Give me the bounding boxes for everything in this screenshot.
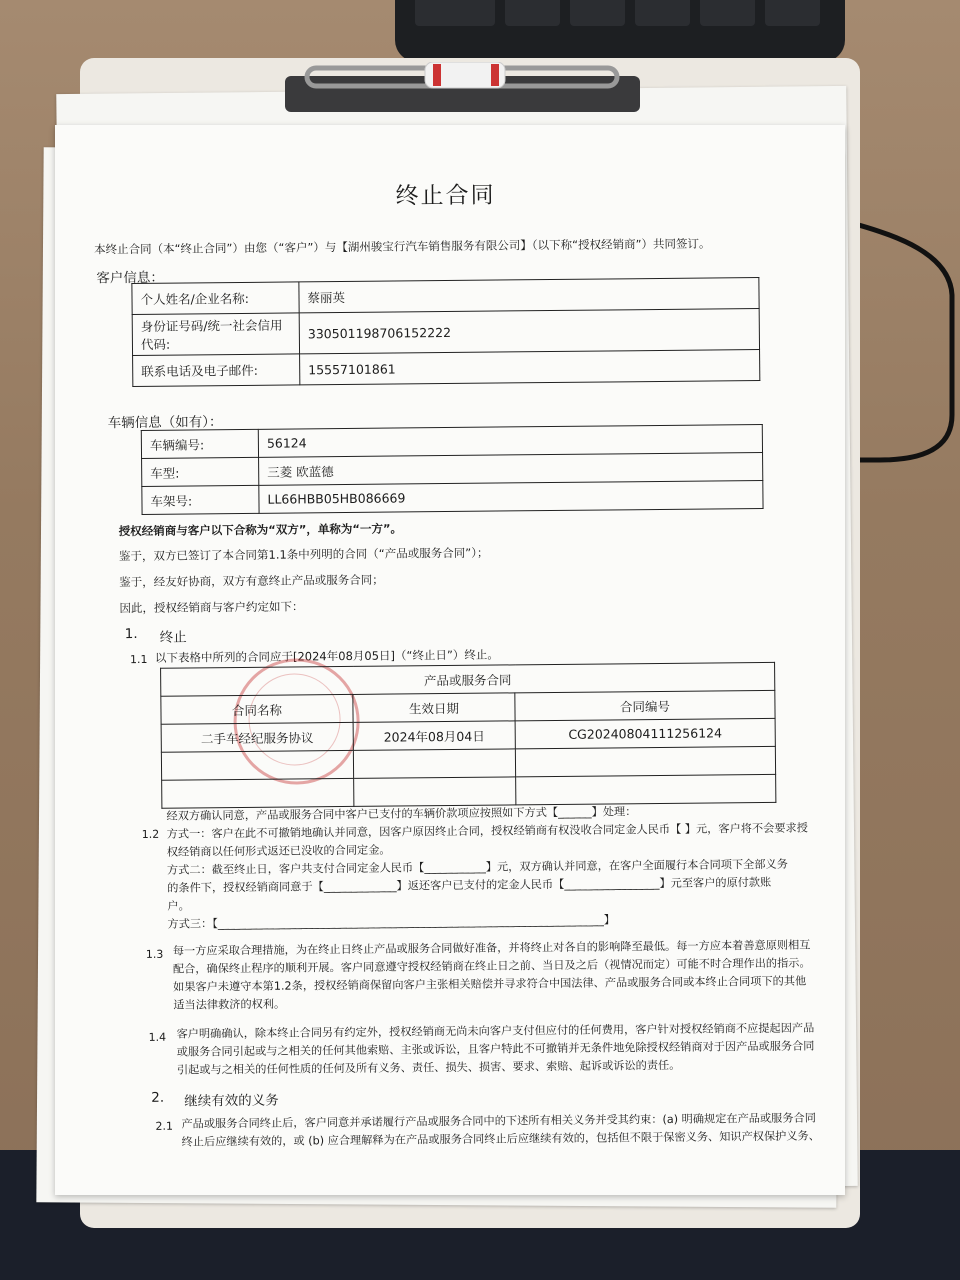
clause-1-1-number: 1.1 — [129, 652, 148, 667]
clause-line: 或服务合同引起或与之相关的任何其他索赔、主张或诉讼，且客户特此不可撤销并无条件地免除授权经销商对于因产品或服务合同 — [176, 1039, 815, 1059]
clause-2-1-number: 2.1 — [155, 1119, 174, 1133]
clause-line: 方式一：客户在此不可撤销地确认并同意，因客户原因终止合同，授权经销商有权没收合同定金人民币【 】元，客户将不会要求授 — [166, 821, 808, 841]
clause-line: 每一方应采取合理措施，为在终止日终止产品或服务合同做好准备，并将终止对各自的影响降至最低。每一方应本着善意原则相互 — [172, 938, 811, 958]
vehicle-info-table — [141, 424, 764, 515]
table-row — [132, 309, 759, 356]
clause-line: 客户明确确认，除本终止合同另有约定外，授权经销商无尚未向客户支付但应付的任何费用，客户针对授权经销商不应提起因产品 — [176, 1021, 815, 1041]
intro-text: 本终止合同（本“终止合同”）由您（“客户”）与【湖州骏宝行汽车销售服务有限公司】（以下称“授权经销商”）共同签订。 — [93, 236, 711, 257]
clause-1-3-number: 1.3 — [145, 947, 164, 961]
clause-1-2-text — [166, 802, 808, 934]
column-header: 合同名称 — [161, 694, 353, 724]
field-label: 身份证号码/统一社会信用代码: — [132, 313, 299, 356]
key — [635, 0, 690, 26]
recital-2: 鉴于，双方已签订了本合同第1.1条中列明的合同（“产品或服务合同”）； — [118, 545, 489, 564]
contract-page — [55, 125, 845, 1195]
field-value: 330501198706152222 — [299, 309, 759, 354]
field-label: 个人姓名/企业名称: — [132, 282, 299, 315]
clause-line: 配合，确保终止程序的顺利开展。客户同意遵守授权经销商在终止日之前、当日及之后（视情况而定）可能不时合理作出的指示。 — [172, 956, 811, 976]
table-title: 产品或服务合同 — [161, 662, 775, 696]
clause-line: 方式二：截至终止日，客户共支付合同定金人民币【___________】元，双方确认并同意，在客户全面履行本合同项下全部义务 — [166, 857, 788, 877]
section-1-number: 1. — [124, 625, 138, 643]
field-label: 车型: — [142, 457, 259, 486]
recital-1: 授权经销商与客户以下合称为“双方”，单称为“一方”。 — [118, 521, 403, 539]
document-title: 终止合同 — [395, 182, 496, 210]
clause-line: 适当法律救济的权利。 — [173, 997, 286, 1012]
table-cell — [354, 777, 516, 807]
clause-line: 的条件下，授权经销商同意于【_____________】返还客户已支付的定金人民币【_________________】元至客户的原付款账 — [167, 875, 772, 895]
clause-1-1-text: 以下表格中所列的合同应于[2024年08月05日]（“终止日”）终止。 — [154, 647, 499, 665]
vehicle-info-heading: 车辆信息（如有）： — [107, 414, 223, 432]
recital-3: 鉴于，经友好协商，双方有意终止产品或服务合同； — [119, 572, 384, 590]
clause-line: 引起或与之相关的任何性质的任何及所有义务、责任、损失、损害、要求、索赔、起诉或诉讼的责任。 — [176, 1058, 681, 1077]
contract-table — [160, 662, 776, 809]
clause-line: 产品或服务合同终止后，客户同意并承诺履行产品或服务合同中的下述所有相关义务并受其约束：(a) 明确规定在产品或服务合同 — [181, 1111, 816, 1131]
key — [765, 0, 820, 26]
table-cell — [515, 746, 775, 776]
field-value: 蔡丽英 — [299, 278, 759, 313]
customer-info-table — [131, 277, 760, 387]
clause-1-4-number: 1.4 — [148, 1030, 167, 1044]
clause-1-3-text — [173, 937, 811, 1015]
clause-line: 终止后应继续有效的，或 (b) 应合理解释为在产品或服务合同终止后应继续有效的，包括但不限于保密义务、知识产权保护义务、 — [181, 1129, 820, 1149]
section-2-number: 2. — [151, 1089, 165, 1106]
key — [505, 0, 560, 26]
table-row — [133, 350, 760, 387]
field-label: 车辆编号: — [141, 429, 258, 458]
table-cell — [161, 750, 353, 780]
key — [415, 0, 495, 26]
table-cell: 二手车经纪服务协议 — [161, 722, 353, 752]
field-value: 15557101861 — [300, 350, 760, 385]
clause-1-4-text — [176, 1020, 814, 1080]
section-2-title: 继续有效的义务 — [184, 1092, 279, 1110]
section-1-title: 终止 — [159, 629, 187, 646]
key — [570, 0, 625, 26]
table-cell — [516, 774, 776, 804]
clause-line: 方式三：【_____________________________________________________________________】 — [167, 913, 616, 931]
recital-4: 因此，授权经销商与客户约定如下： — [119, 599, 304, 616]
customer-info-heading: 客户信息： — [96, 269, 164, 287]
field-label: 车架号: — [142, 485, 259, 514]
clause-line: 户。 — [167, 899, 190, 913]
field-label: 联系电话及电子邮件: — [133, 354, 300, 387]
column-header: 合同编号 — [515, 690, 775, 720]
keyboard — [395, 0, 845, 62]
clause-line: 权经销商以任何形式返还已没收的合同定金。 — [166, 843, 391, 859]
column-header: 生效日期 — [353, 693, 515, 723]
table-cell — [162, 778, 354, 808]
key — [700, 0, 755, 26]
field-value: 56124 — [258, 424, 762, 457]
table-row — [142, 480, 763, 514]
clause-2-1-text — [181, 1109, 820, 1151]
clause-line: 如果客户未遵守本第1.2条，授权经销商保留向客户主张相关赔偿并寻求符合中国法律、产品或服务合同或本终止合同项下的其他 — [173, 974, 807, 994]
table-cell — [353, 749, 515, 779]
table-cell: CG20240804111256124 — [515, 718, 775, 748]
clause-1-2-number: 1.2 — [141, 827, 160, 841]
field-value: LL66HBB05HB086669 — [259, 480, 763, 513]
clause-line: 经双方确认同意，产品或服务合同中客户已支付的车辆价款项应按照如下方式【______】处理： — [166, 805, 637, 823]
table-cell: 2024年08月04日 — [353, 721, 515, 751]
field-value: 三菱 欧蓝德 — [259, 452, 763, 485]
binder-clip — [285, 62, 640, 120]
